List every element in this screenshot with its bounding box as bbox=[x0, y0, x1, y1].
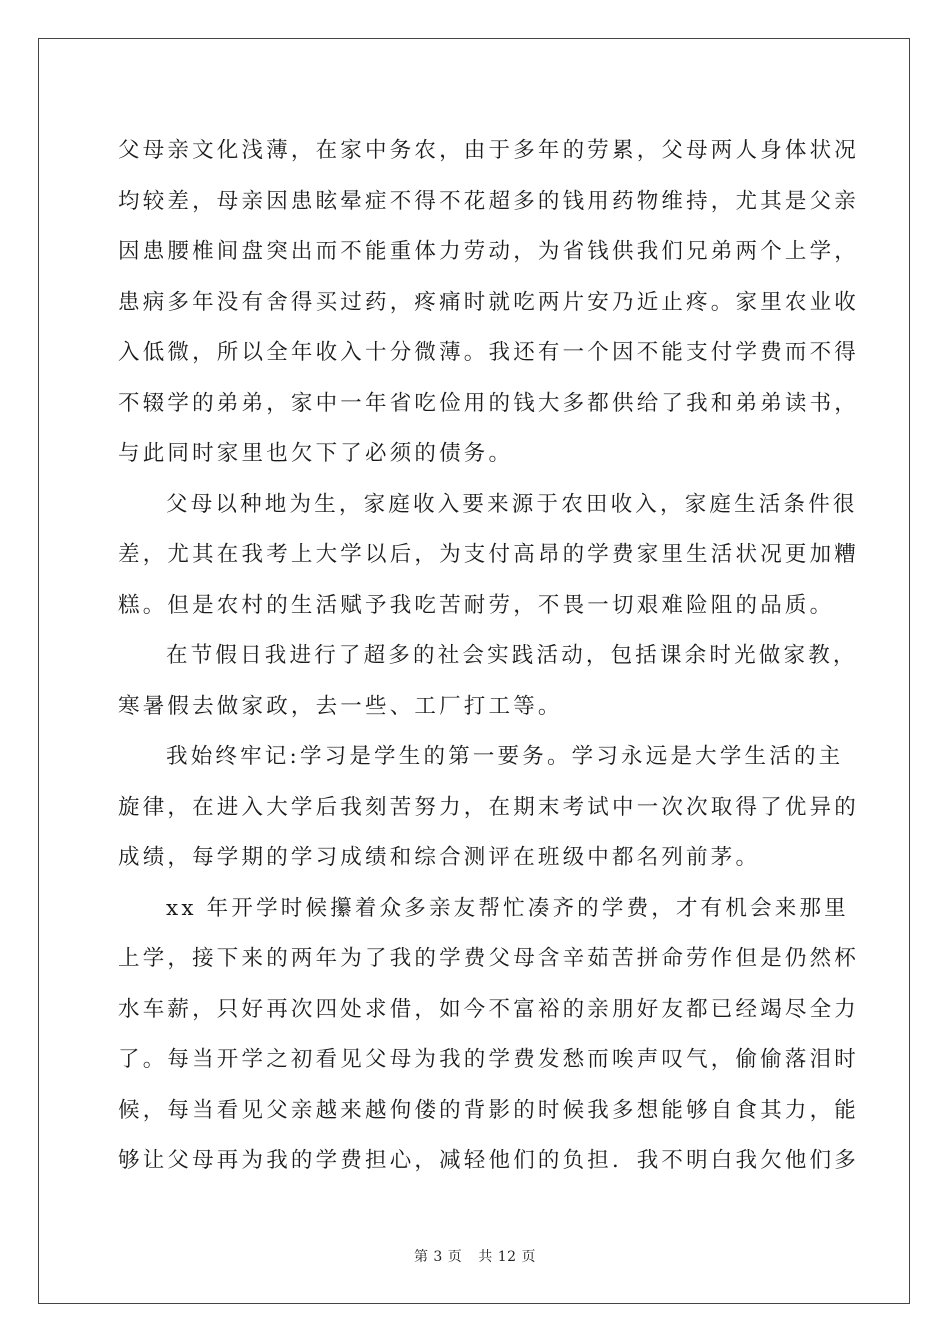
text-line: 患病多年没有舍得买过药，疼痛时就吃两片安乃近止疼。家里农业收 bbox=[118, 289, 860, 315]
paragraph-3 bbox=[118, 631, 858, 732]
text-line: 候，每当看见父亲越来越佝偻的背影的时候我多想能够自食其力，能 bbox=[118, 1097, 860, 1123]
page-footer bbox=[0, 1246, 950, 1266]
text-line: 寒暑假去做家政，去一些、工厂打工等。 bbox=[118, 693, 563, 719]
text-line: 父母以种地为生，家庭收入要来源于农田收入，家庭生活条件很 bbox=[166, 491, 858, 517]
text-line: 上学，接下来的两年为了我的学费父母含辛茹苦拼命劳作但是仍然杯 bbox=[118, 946, 860, 971]
text-line: 因患腰椎间盘突出而不能重体力劳动，为省钱供我们兄弟两个上学， bbox=[118, 239, 860, 264]
paragraph-1 bbox=[118, 126, 860, 480]
document-body bbox=[118, 126, 860, 1187]
paragraph-4 bbox=[118, 732, 860, 884]
paragraph-5 bbox=[118, 884, 860, 1187]
text-line: 不辍学的弟弟，家中一年省吃俭用的钱大多都供给了我和弟弟读书， bbox=[118, 390, 860, 416]
text-line: 均较差，母亲因患眩晕症不得不花超多的钱用药物维持，尤其是父亲 bbox=[118, 188, 860, 214]
text-line: 够让父母再为我的学费担心，减轻他们的负担．我不明白我欠他们多 bbox=[118, 1148, 860, 1173]
text-line: 差，尤其在我考上大学以后，为支付高昂的学费家里生活状况更加糟 bbox=[118, 542, 860, 567]
text-line: 在节假日我进行了超多的社会实践活动，包括课余时光做家教， bbox=[166, 643, 858, 668]
text-line: 水车薪，只好再次四处求借，如今不富裕的亲朋好友都已经竭尽全力 bbox=[118, 996, 860, 1022]
text-line: xx 年开学时候攥着众多亲友帮忙凑齐的学费，才有机会来那里 bbox=[166, 895, 849, 921]
page-number: 第 3 页 bbox=[413, 1249, 463, 1265]
text-line: 父母亲文化浅薄，在家中务农，由于多年的劳累，父母两人身体状况 bbox=[118, 138, 860, 163]
text-line: 糕。但是农村的生活赋予我吃苦耐劳，不畏一切艰难险阻的品质。 bbox=[118, 592, 835, 618]
text-line: 我始终牢记:学习是学生的第一要务。学习永远是大学生活的主 bbox=[166, 744, 844, 769]
page-total: 共 12 页 bbox=[478, 1249, 537, 1265]
text-line: 旋律，在进入大学后我刻苦努力，在期末考试中一次次取得了优异的 bbox=[118, 794, 860, 820]
paragraph-2 bbox=[118, 480, 860, 632]
text-line: 与此同时家里也欠下了必须的债务。 bbox=[118, 441, 514, 466]
text-line: 入低微，所以全年收入十分微薄。我还有一个因不能支付学费而不得 bbox=[118, 340, 860, 365]
text-line: 成绩，每学期的学习成绩和综合测评在班级中都名列前茅。 bbox=[118, 845, 761, 870]
text-line: 了。每当开学之初看见父母为我的学费发愁而唉声叹气，偷偷落泪时 bbox=[118, 1047, 860, 1072]
